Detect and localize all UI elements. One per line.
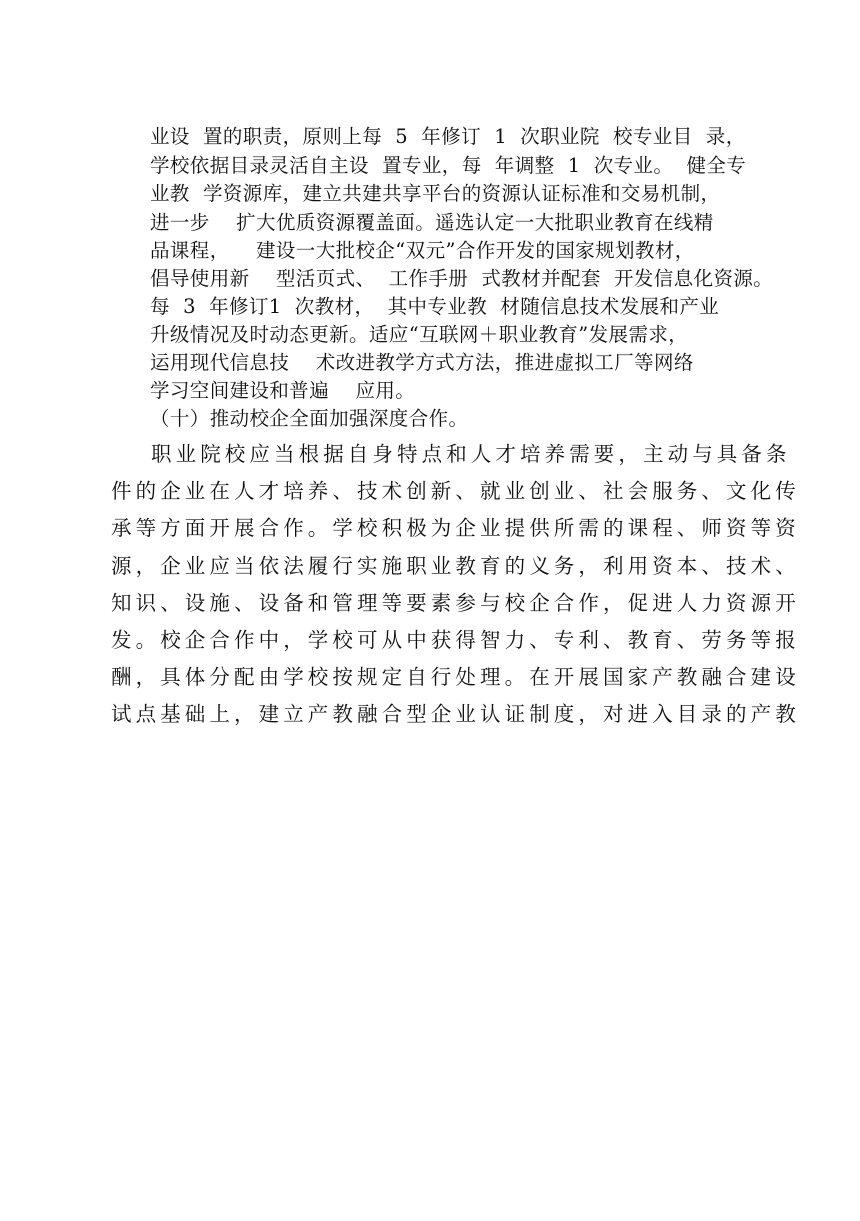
paragraph-line: 职业院校应当根据自身特点和人才培养需要，主动与具备条 — [151, 442, 791, 466]
text-line: 学校依据目录灵活自主设 置专业，每 年调整 1 次专业。 健全专 — [150, 154, 747, 177]
text-line: 每 3 年修订1 次教材， 其中专业教 材随信息技术发展和产业 — [150, 295, 720, 318]
paragraph-line: 知识、设施、设备和管理等要素参与校企合作，促进人力资源开 — [111, 591, 800, 615]
paragraph-line: 源，企业应当依法履行实施职业教育的义务，利用资本、技术、 — [111, 554, 800, 578]
text-line: 升级情况及时动态更新。适应“互联网＋职业教育”发展需求， — [150, 323, 689, 346]
paragraph-line: 酬，具体分配由学校按规定自行处理。在开展国家产教融合建设 — [111, 665, 800, 689]
text-line: 倡导使用新 型活页式、 工作手册 式教材并配套 开发信息化资源。 — [150, 267, 774, 290]
section-heading: （十）推动校企全面加强深度合作。 — [150, 407, 469, 430]
text-line: 学习空间建设和普遍 应用。 — [150, 379, 416, 402]
paragraph-line: 发。校企合作中，学校可从中获得智力、专利、教育、劳务等报 — [111, 628, 800, 652]
text-line: 运用现代信息技 术改进教学方式方法，推进虚拟工厂等网络 — [150, 351, 694, 374]
paragraph-line: 试点基础上，建立产教融合型企业认证制度，对进入目录的产教 — [111, 702, 800, 726]
text-line: 品课程， 建设一大批校企“双元”合作开发的国家规划教材， — [150, 239, 695, 262]
paragraph-line: 承等方面开展合作。学校积极为企业提供所需的课程、师资等资 — [111, 516, 800, 540]
paragraph-line: 件的企业在人才培养、技术创新、就业创业、社会服务、文化传 — [111, 479, 800, 503]
text-line: 业教 学资源库，建立共建共享平台的资源认证标准和交易机制， — [150, 182, 721, 205]
text-line: 进一步 扩大优质资源覆盖面。遥选认定一大批职业教育在线精 — [150, 211, 714, 234]
text-line: 业设 置的职责，原则上每 5 年修订 1 次职业院 校专业目 录， — [150, 125, 746, 148]
